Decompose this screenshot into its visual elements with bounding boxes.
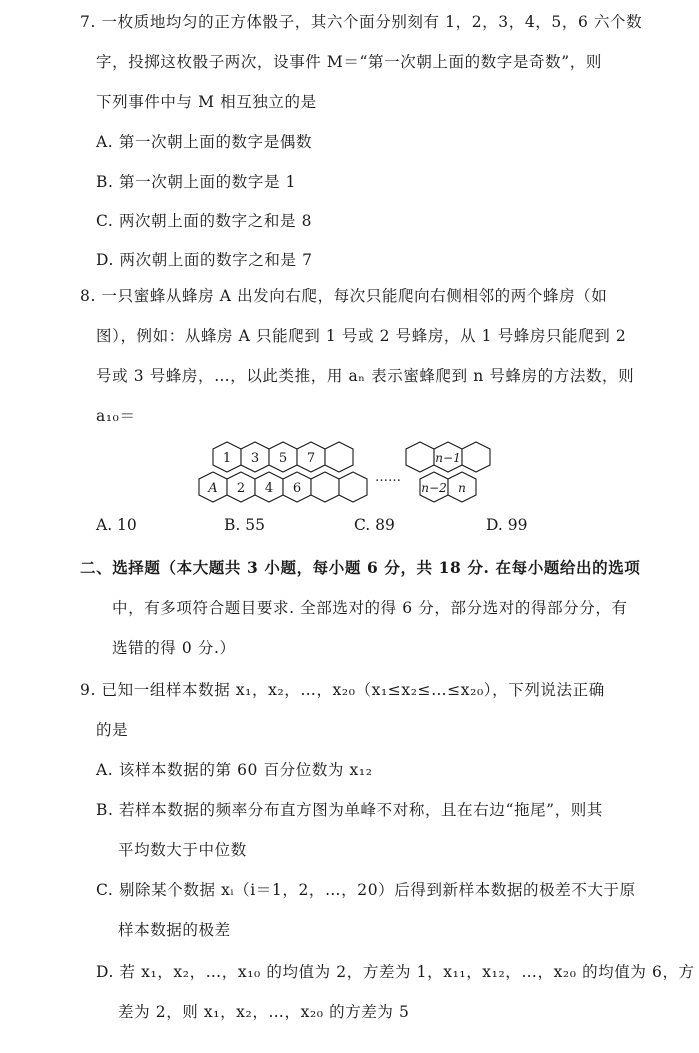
q7-stem-line-3: 下列事件中与 M 相互独立的是 [96,93,317,111]
q9-stem-line-2: 的是 [96,721,129,739]
section2-heading-line-3: 选错的得 0 分.） [112,639,236,657]
hex-label-5: 5 [278,451,288,466]
hex-label-a: A [208,481,218,496]
q8-stem-line-1: 8. 一只蜜蜂从蜂房 A 出发向右爬，每次只能爬向右侧相邻的两个蜂房（如 [80,287,608,305]
q7-option-d: D. 两次朝上面的数字之和是 7 [96,251,313,269]
q7-option-a: A. 第一次朝上面的数字是偶数 [96,133,313,151]
q7-option-b: B. 第一次朝上面的数字是 1 [96,173,297,191]
q7-stem-line-2: 字，投掷这枚骰子两次，设事件 M＝“第一次朝上面的数字是奇数”，则 [96,53,602,71]
q9-option-b-line-2: 平均数大于中位数 [118,841,247,859]
q8-option-d: D. 99 [486,516,528,534]
q8-option-b: B. 55 [224,516,265,534]
section2-heading-line-2: 中，有多项符合题目要求. 全部选对的得 6 分，部分选对的得部分分，有 [112,599,628,617]
hex-label-3: 3 [250,451,260,466]
q8-stem-line-4: a₁₀＝ [96,407,136,425]
honeycomb-figure [196,438,496,510]
q8-stem-line-3: 号或 3 号蜂房，…，以此类推，用 aₙ 表示蜜蜂爬到 n 号蜂房的方法数，则 [96,367,635,385]
q9-option-a: A. 该样本数据的第 60 百分位数为 x₁₂ [96,761,373,779]
hex-ellipsis: …… [375,470,401,485]
hex-label-6: 6 [292,481,302,496]
hex-label-n: n [458,481,466,495]
q8-stem-line-2: 图），例如：从蜂房 A 只能爬到 1 号或 2 号蜂房，从 1 号蜂房只能爬到 2 [96,327,627,345]
q9-stem-line-1: 9. 已知一组样本数据 x₁，x₂，…，x₂₀（x₁≤x₂≤…≤x₂₀），下列说法正确 [80,681,605,699]
hex-label-2: 2 [236,481,246,496]
q8-option-a: A. 10 [96,516,137,534]
q8-option-c: C. 89 [354,516,395,534]
q7-option-c: C. 两次朝上面的数字之和是 8 [96,212,313,230]
section2-heading-line-1: 二、选择题（本大题共 3 小题，每小题 6 分，共 18 分. 在每小题给出的选项 [80,558,641,577]
q9-option-c-line-2: 样本数据的极差 [118,921,231,939]
q9-option-b-line-1: B. 若样本数据的频率分布直方图为单峰不对称，且在右边“拖尾”，则其 [96,801,603,819]
hex-label-n-minus-2: n−2 [421,481,447,495]
q9-option-d-line-2: 差为 2，则 x₁，x₂，…，x₂₀ 的方差为 5 [118,1003,410,1021]
hex-label-n-minus-1: n−1 [435,451,461,465]
hex-label-7: 7 [306,451,316,466]
hex-label-4: 4 [264,481,274,496]
q7-stem-line-1: 7. 一枚质地均匀的正方体骰子，其六个面分别刻有 1，2，3，4，5，6 六个数 [80,13,643,31]
q8-options [96,516,636,540]
q9-option-c-line-1: C. 剔除某个数据 xᵢ（i＝1，2，…，20）后得到新样本数据的极差不大于原 [96,881,636,899]
hex-label-1: 1 [222,451,232,466]
q9-option-d-line-1: D. 若 x₁，x₂，…，x₁₀ 的均值为 2，方差为 1，x₁₁，x₁₂，…，x₂₀ 的均值为 6，方 [96,963,695,981]
